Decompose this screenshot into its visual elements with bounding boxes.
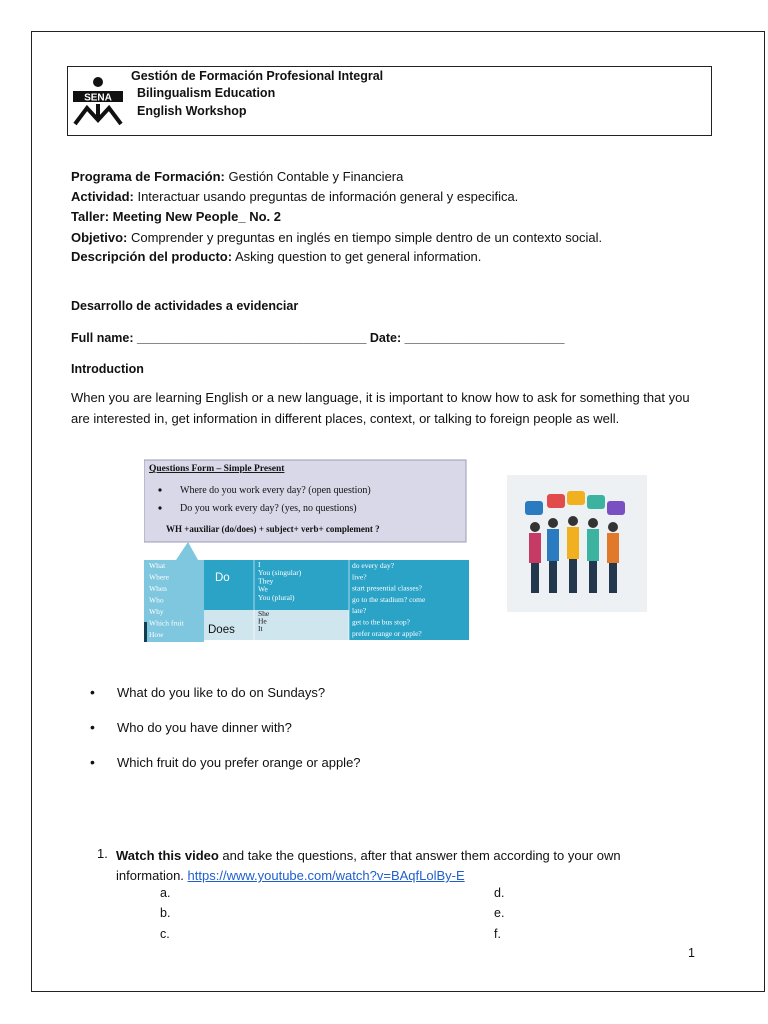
meta-actividad	[71, 188, 518, 206]
answer-letter: f.	[494, 927, 501, 941]
diagram-example-yesno: Do you work every day? (yes, no questions)	[180, 503, 357, 514]
wh-word: Where	[149, 572, 169, 582]
wh-word: When	[149, 584, 167, 593]
complement: do every day?	[352, 561, 395, 570]
complement: live?	[352, 572, 367, 582]
meta-taller	[71, 208, 281, 226]
intro-paragraph: When you are learning English or a new language, it is important to know how to ask for something that you are interested in, get information in different places, context, or talking to foreign people as well.	[71, 390, 690, 426]
complement: get to the bus stop?	[352, 617, 410, 627]
bullet-icon: •	[90, 719, 95, 735]
wh-word: Why	[149, 607, 164, 616]
subject-do: You (plural)	[258, 592, 295, 602]
subject-do: They	[258, 576, 274, 586]
diagram-formula: WH +auxiliar (do/does) + subject+ verb+ complement ?	[166, 524, 380, 534]
answer-letter: d.	[494, 886, 505, 900]
complement: go to the stadium? come	[352, 594, 426, 604]
logo-text: SENA	[84, 92, 112, 104]
programa-value: Gestión Contable y Financiera	[224, 169, 404, 184]
complement: start presential classes?	[352, 583, 422, 593]
subject-does: She	[258, 609, 270, 618]
complement: late?	[352, 606, 367, 616]
objetivo-value: Comprender y preguntas en inglés en tiempo simple dentro de un contexto social.	[127, 230, 603, 245]
aux-do: Do	[215, 572, 230, 584]
wh-word: How	[149, 630, 164, 639]
subject-does: It	[258, 624, 263, 633]
subject-do: You (singular)	[258, 568, 302, 578]
objetivo-label: Objetivo:	[71, 230, 128, 245]
subject-do: I	[258, 560, 261, 569]
video-link[interactable]: https://www.youtube.com/watch?v=BAqfLolBy-E	[187, 868, 465, 883]
activity-instructions: and take the questions, after that answer them according to your own information.	[116, 848, 621, 883]
subject-does: He	[258, 616, 267, 626]
page-number: 1	[688, 946, 695, 960]
meta-objetivo	[71, 229, 602, 247]
taller-label: Taller:	[71, 209, 110, 224]
complement: prefer orange or apple?	[352, 628, 422, 638]
people-speech-bubbles-image	[507, 475, 647, 612]
sena-logo	[69, 74, 127, 128]
activity-number: 1.	[97, 846, 108, 861]
header-program: Bilingualism Education	[137, 86, 276, 100]
meta-descripcion	[71, 248, 481, 266]
desarrollo-heading: Desarrollo de actividades a evidenciar	[71, 299, 299, 313]
activity-bold: Watch this video	[116, 848, 219, 863]
wh-word: Who	[149, 595, 164, 605]
questions-form-diagram	[144, 458, 469, 642]
programa-label: Programa de Formación:	[71, 169, 225, 184]
diagram-title: Questions Form – Simple Present	[149, 464, 285, 474]
header-workshop: English Workshop	[137, 104, 247, 118]
actividad-label: Actividad:	[71, 189, 134, 204]
answer-letter: c.	[160, 927, 170, 941]
aux-does: Does	[208, 624, 235, 636]
header-org: Gestión de Formación Profesional Integral	[131, 69, 384, 83]
answer-letter: a.	[160, 886, 171, 900]
answer-letter: b.	[160, 906, 171, 920]
descripcion-label: Descripción del producto:	[71, 249, 233, 264]
answer-letter: e.	[494, 906, 505, 920]
fullname-date-line: Full name: _________________________________ Date: _______________________	[71, 331, 565, 345]
subject-do: We	[258, 584, 268, 594]
wh-word: What	[149, 561, 166, 570]
activity-text	[116, 846, 676, 886]
wh-word: Which fruit	[149, 618, 184, 628]
bullet-icon: •	[90, 754, 95, 770]
introduction-heading: Introduction	[71, 362, 144, 376]
meta-programa	[71, 168, 403, 186]
actividad-value: Interactuar usando preguntas de información general y especifica.	[133, 189, 519, 204]
descripcion-value: Asking question to get general information.	[232, 249, 482, 264]
bullet-icon: •	[90, 684, 95, 700]
diagram-example-open: Where do you work every day? (open question)	[180, 485, 371, 496]
taller-value: Meeting New People_ No. 2	[109, 209, 281, 224]
